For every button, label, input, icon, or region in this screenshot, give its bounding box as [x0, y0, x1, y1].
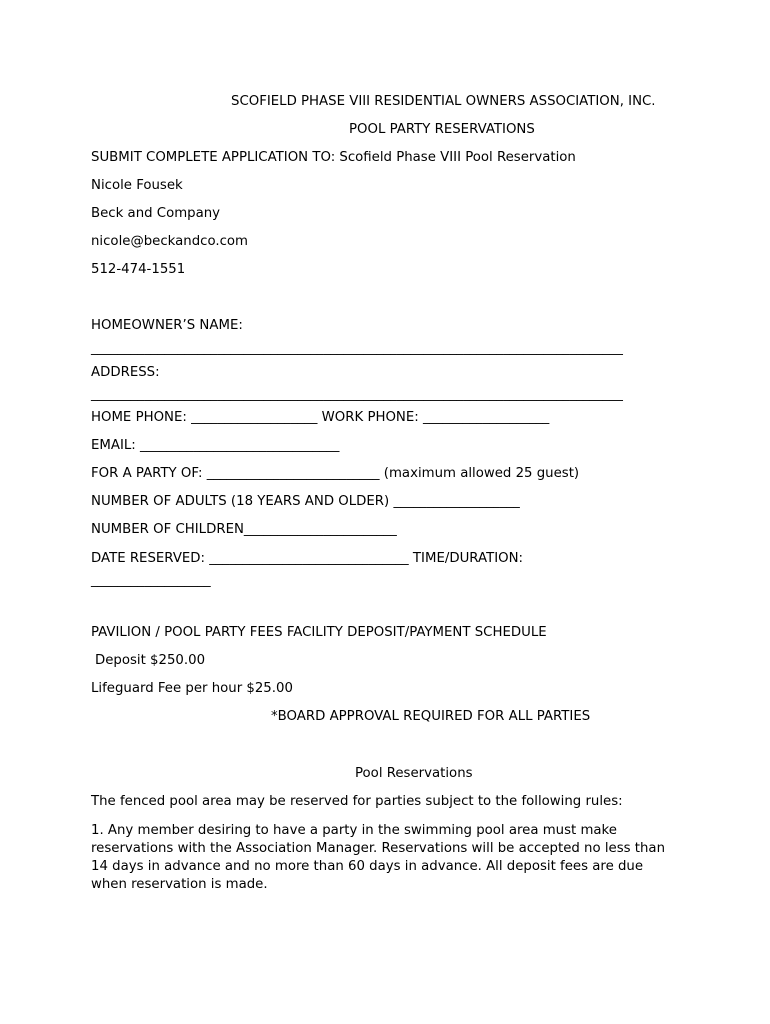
address-label: ADDRESS:	[91, 365, 160, 380]
homeowner-field[interactable]: ________________________________________________________________________________	[91, 341, 623, 356]
fees-heading: PAVILION / POOL PARTY FEES FACILITY DEPOSIT/PAYMENT SCHEDULE	[91, 625, 547, 640]
address-field[interactable]: ________________________________________________________________________________	[91, 387, 623, 402]
rules-intro: The fenced pool area may be reserved for parties subject to the following rules:	[91, 794, 623, 809]
duration-field[interactable]: __________________	[91, 573, 211, 588]
phone-fields[interactable]: HOME PHONE: ___________________ WORK PHONE: ___________________	[91, 410, 550, 425]
contact-phone: 512-474-1551	[91, 262, 186, 277]
adults-field[interactable]: NUMBER OF ADULTS (18 YEARS AND OLDER) ___________________	[91, 494, 520, 509]
lifeguard-fee: Lifeguard Fee per hour $25.00	[91, 681, 293, 696]
submit-line: SUBMIT COMPLETE APPLICATION TO: Scofield Phase VIII Pool Reservation	[91, 150, 576, 165]
contact-name: Nicole Fousek	[91, 178, 183, 193]
association-title: SCOFIELD PHASE VIII RESIDENTIAL OWNERS ASSOCIATION, INC.	[231, 94, 656, 109]
form-title: POOL PARTY RESERVATIONS	[349, 122, 535, 137]
homeowner-label: HOMEOWNER’S NAME:	[91, 318, 243, 333]
children-field[interactable]: NUMBER OF CHILDREN_______________________	[91, 522, 397, 537]
party-size-field[interactable]: FOR A PARTY OF: __________________________ (maximum allowed 25 guest)	[91, 466, 580, 481]
date-reserved-field[interactable]: DATE RESERVED: ______________________________ TIME/DURATION:	[91, 551, 524, 566]
board-approval-note: *BOARD APPROVAL REQUIRED FOR ALL PARTIES	[271, 709, 591, 724]
deposit-fee: Deposit $250.00	[95, 653, 206, 668]
contact-email: nicole@beckandco.com	[91, 234, 248, 249]
rule-1: 1. Any member desiring to have a party in the swimming pool area must make reservations with the Association Manager. Reservations will be accepted no less than 14 days in advance and no more than 60 days in advance. All deposit fees are due when reservation is made.	[91, 823, 665, 892]
contact-company: Beck and Company	[91, 206, 221, 221]
email-field[interactable]: EMAIL: ______________________________	[91, 438, 340, 453]
rules-heading: Pool Reservations	[355, 766, 473, 781]
